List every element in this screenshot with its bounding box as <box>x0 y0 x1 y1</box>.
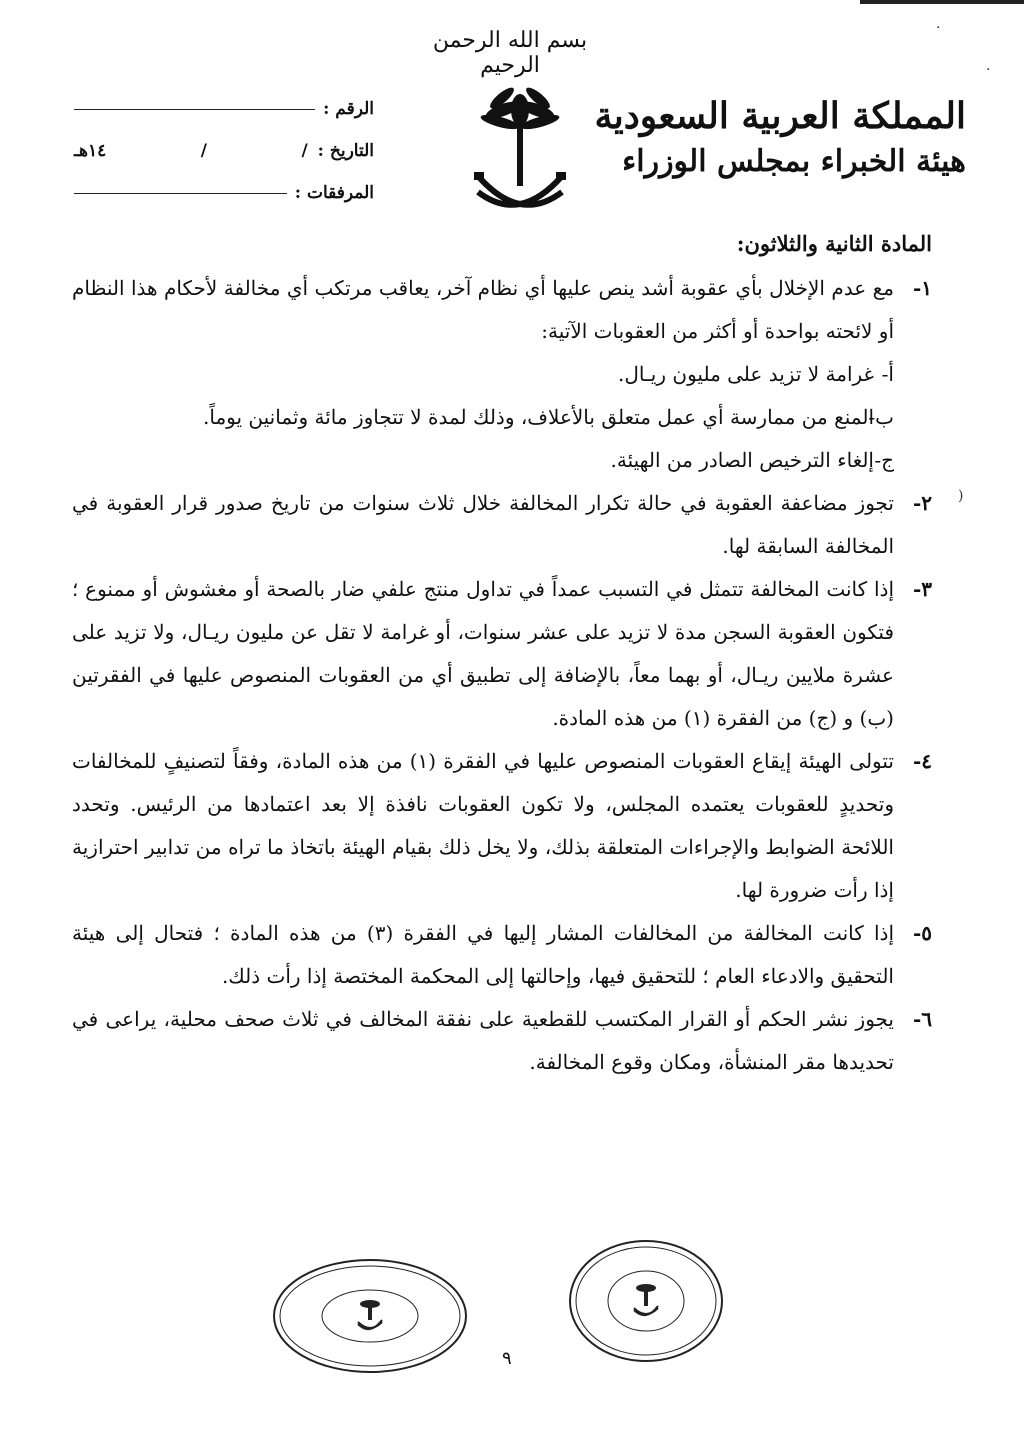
reference-label: الرقم : <box>323 99 374 119</box>
paragraph <box>72 267 932 353</box>
item-text: المنع من ممارسة أي عمل متعلق بالأعلاف، وذلك لمدة لا تتجاوز مائة وثمانين يوماً. <box>203 405 874 429</box>
paragraph <box>72 482 932 568</box>
paragraph-text: إذا كانت المخالفة تتمثل في التسبب عمداً في تداول منتج علفي ضار بالصحة أو مغشوش أو ممنوع ؛ فتكون العقوبة السجن مدة لا تزيد على عشر سنوات، أو غرامة لا تقل عن مليون ريـال، ولا تزيد على عشرة ملايين ريـال، أو بهما معاً، بالإضافة إلى تطبيق أي من العقوبات المنصوص عليها في الفقرتين (ب) و (ج) من الفقرة (١) من هذه المادة. <box>72 577 894 730</box>
list-item <box>72 439 894 482</box>
paragraph <box>72 740 932 912</box>
paragraph-text: تتولى الهيئة إيقاع العقوبات المنصوص عليها في الفقرة (١) من هذه المادة، وفقاً لتصنيفٍ للمخالفات وتحديدٍ للعقوبات يعتمده المجلس، ولا تكون العقوبات نافذة إلا بعد اعتمادها من الرئيس. وتحدد اللائحة الضوابط والإجراءات المتعلقة بذلك، ولا يخل ذلك بقيام الهيئة باتخاذ ما تراه من تدابير احترازية إذا رأت ضرورة لها. <box>72 749 894 902</box>
date-slash: / <box>200 141 207 161</box>
paragraph-text: يجوز نشر الحكم أو القرار المكتسب للقطعية على نفقة المخالف في ثلاث صحف محلية، يراعى في تحديدها مقر المنشأة، ومكان وقوع المخالفة. <box>72 1007 895 1074</box>
reference-line <box>74 108 315 110</box>
attachments-line <box>74 192 287 194</box>
paragraph-number: ٣- <box>912 577 932 601</box>
date-label: التاريخ : <box>317 141 374 161</box>
letterhead <box>594 92 966 184</box>
margin-mark: ) <box>958 488 964 504</box>
margin-mark: · <box>936 20 941 36</box>
saudi-emblem-icon <box>470 84 570 224</box>
paragraph <box>72 998 932 1084</box>
paragraph-number: ١- <box>912 276 932 300</box>
list-item <box>72 353 894 396</box>
paragraph-number: ٢- <box>912 491 932 515</box>
item-letter: أ- <box>881 362 894 386</box>
paragraph-number: ٦- <box>912 1007 932 1031</box>
list-item <box>72 396 894 439</box>
paragraph-text: إذا كانت المخالفة من المخالفات المشار إليها في الفقرة (٣) من هذه المادة ؛ فتحال إلى هيئة التحقيق والادعاء العام ؛ للتحقيق فيها، وإحالتها إلى المحكمة المختصة إذا رأت ذلك. <box>72 921 895 988</box>
reference-row <box>74 88 374 130</box>
date-value <box>74 141 308 161</box>
council-secretariat-seal-icon <box>566 1236 726 1366</box>
council-title: هيئة الخبراء بمجلس الوزراء <box>622 144 966 179</box>
page-number: ٩ <box>502 1348 512 1369</box>
article-title: المادة الثانية والثلاثون: <box>736 231 932 256</box>
date-row <box>74 130 374 172</box>
paragraph-number: ٥- <box>912 921 932 945</box>
top-border-rule <box>860 0 1024 4</box>
article-body <box>72 222 932 1084</box>
item-text: إلغاء الترخيص الصادر من الهيئة. <box>610 448 874 472</box>
paragraph-text: مع عدم الإخلال بأي عقوبة أشد ينص عليها أي نظام آخر، يعاقب مرتكب أي مخالفة لأحكام هذا النظام أو لائحته بواحدة أو أكثر من العقوبات الآتية: <box>72 276 894 343</box>
date-year: ١٤هـ <box>74 141 107 161</box>
kingdom-title: المملكة العربية السعودية <box>594 95 966 137</box>
sub-items <box>72 353 932 482</box>
attachments-row <box>74 172 374 214</box>
date-slash: / <box>301 141 308 161</box>
item-text: غرامة لا تزيد على مليون ريـال. <box>617 362 874 386</box>
attachments-label: المرفقات : <box>294 183 374 203</box>
paragraph-number: ٤- <box>912 749 932 773</box>
letter-meta <box>74 88 374 214</box>
paragraph <box>72 912 932 998</box>
paragraph <box>72 568 932 740</box>
item-letter: ج- <box>874 448 894 472</box>
item-letter: ب- <box>868 405 894 429</box>
paragraph-text: تجوز مضاعفة العقوبة في حالة تكرار المخالفة خلال ثلاث سنوات من تاريخ صدور قرار العقوبة في المخالفة السابقة لها. <box>72 491 894 558</box>
experts-commission-seal-icon <box>270 1256 470 1376</box>
basmala: بسم الله الرحمن الرحيم <box>432 28 588 78</box>
margin-mark: · <box>986 62 991 78</box>
